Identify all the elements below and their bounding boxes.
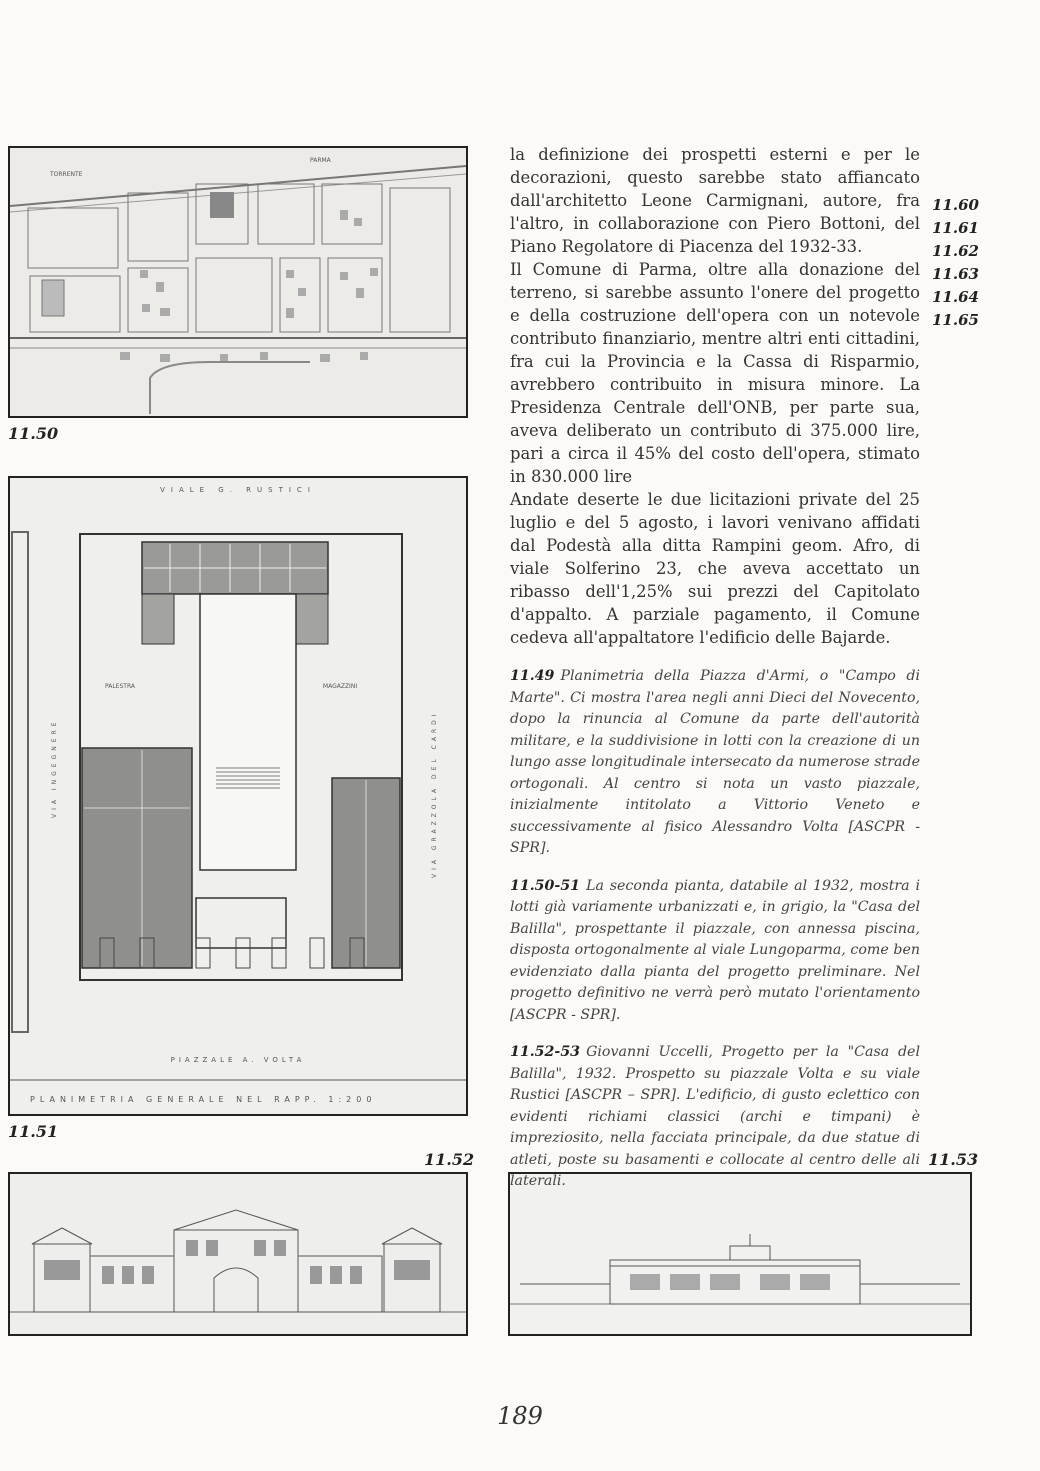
margin-ref: 11.65: [932, 311, 979, 329]
caption-11-50-51: [510, 876, 920, 1027]
figure-captions: [510, 666, 920, 1209]
margin-ref: 11.63: [932, 265, 979, 283]
body-paragraph-2: Il Comune di Parma, oltre alla donazione del terreno, si sarebbe assunto l'onere del progetto e della costruzione dell'opera con un notevole contributo finanziario, mentre altri enti cittadini, fra cui la Provincia e la Cassa di Risparmio, avrebbero contribuito in misura minore. La Presidenza Centrale dell'ONB, per parte sua, aveva deliberato un contributo di 375.000 lire, pari a circa il 45% del costo dell'opera, stimato in 830.000 lire: [510, 260, 920, 486]
figure-11-52-main-elevation: [8, 1172, 468, 1336]
margin-ref: 11.60: [932, 196, 979, 214]
floor-plan-right-street: VIA GRAZZOLA DEL CARDI: [431, 710, 438, 878]
caption-11-52-53: [510, 1042, 920, 1193]
site-plan-torrente: TORRENTE: [50, 171, 83, 178]
margin-ref: 11.62: [932, 242, 979, 260]
site-plan-drawing: [10, 148, 466, 416]
floor-plan-magazzini: MAGAZZINI: [322, 683, 358, 690]
caption-text: Giovanni Uccelli, Progetto per la "Casa del Balilla", 1932. Prospetto su piazzale Volta e su viale Rustici [ASCPR – SPR]. L'edificio, di gusto eclettico con evidenti richiami classici (archi e timpani) è impreziosito, nella facciata principale, da due statue di atleti, poste su basamenti e collocate al centro delle ali laterali.: [510, 1044, 920, 1189]
caption-11-49: [510, 666, 920, 860]
floor-plan-footer: PLANIMETRIA GENERALE NEL RAPP. 1:200: [30, 1095, 377, 1104]
figure-label-11-53: 11.53: [928, 1150, 979, 1169]
body-paragraph-3: Andate deserte le due licitazioni private del 25 luglio e del 5 agosto, i lavori venivano affidati dal Podestà alla ditta Rampini geom. Afro, di viale Solferino 23, che aveva accettato un ribasso dell'1,25% sui prezzi del Capitolato d'appalto. A parziale pagamento, il Comune cedeva all'appaltatore l'edificio delle Bajarde.: [510, 490, 920, 647]
caption-text: La seconda pianta, databile al 1932, mostra i lotti già variamente urbanizzati e, in grigio, la "Casa del Balilla", prospettante il piazzale, con annessa piscina, disposta ortogonalmente al viale Lungoparma, come ben evidenziato dalla pianta del progetto preliminare. Nel progetto definitivo ne verrà però mutato l'orientamento [ASCPR - SPR].: [510, 877, 920, 1023]
margin-ref: 11.64: [932, 288, 979, 306]
floor-plan-left-street: VIA INGEGNERE: [51, 718, 58, 818]
margin-ref: 11.61: [932, 219, 979, 237]
figure-11-51-floor-plan: [8, 476, 468, 1116]
floor-plan-piazzale-volta: PIAZZALE A. VOLTA: [170, 1056, 306, 1064]
caption-number: 11.49: [510, 668, 555, 684]
caption-text: Planimetria della Piazza d'Armi, o "Campo di Marte". Ci mostra l'area negli anni Dieci del Novecento, dopo la rinuncia al Comune da parte dell'autorità militare, e la suddivisione in lotti con la creazione di un lungo asse longitudinale intersecato da numerose strade ortogonali. Al centro si nota un vasto piazzale, inizialmente intitolato a Vittorio Veneto e successivamente al fisico Alessandro Volta [ASCPR - SPR].: [510, 668, 920, 856]
floor-plan-viale-rustici: VIALE G. RUSTICI: [160, 486, 316, 494]
figure-label-11-50: 11.50: [8, 424, 59, 443]
page-number: 189: [497, 1402, 543, 1430]
body-paragraph-1: la definizione dei prospetti esterni e per le decorazioni, questo sarebbe stato affiancato dall'architetto Leone Carmignani, autore, fra l'altro, in collaborazione con Piero Bottoni, del Piano Regolatore di Piacenza del 1932-33.: [510, 145, 920, 256]
floor-plan-palestra: PALESTRA: [105, 683, 135, 690]
margin-figure-refs: [932, 194, 992, 332]
caption-number: 11.52-53: [510, 1044, 581, 1060]
body-text: [510, 143, 920, 649]
figure-label-11-51: 11.51: [8, 1122, 59, 1141]
floor-plan-drawing: [10, 478, 466, 1114]
figure-label-11-52: 11.52: [424, 1150, 475, 1169]
figure-11-50-site-plan: [8, 146, 468, 418]
main-elevation-drawing: [10, 1174, 466, 1334]
site-plan-parma: PARMA: [310, 157, 331, 164]
caption-number: 11.50-51: [510, 877, 581, 894]
